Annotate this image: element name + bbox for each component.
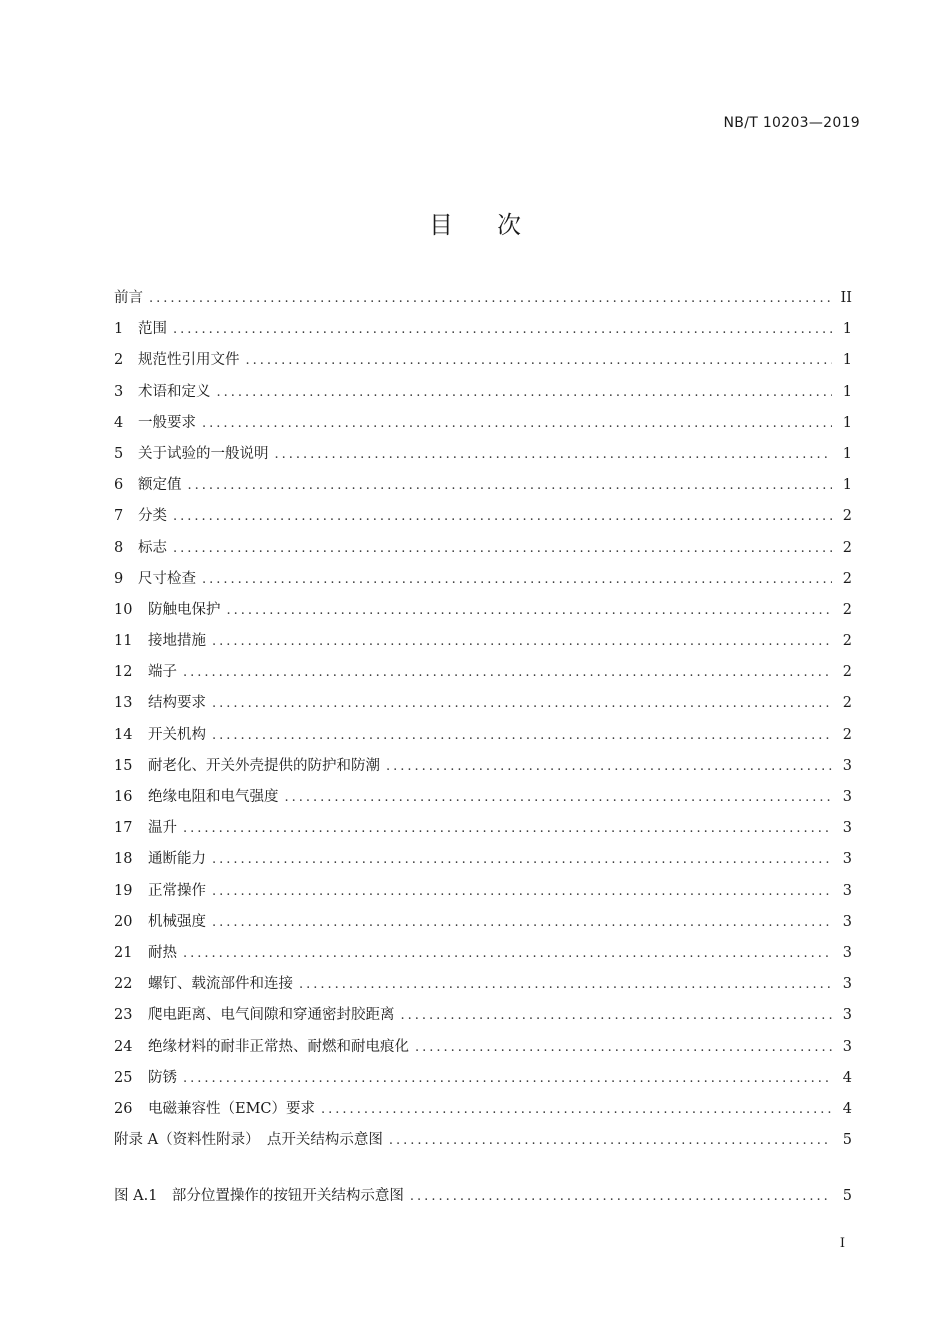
toc-entry-label: 结构要求 [148, 695, 206, 712]
toc-entry[interactable] [114, 345, 852, 376]
toc-entry-page: II [840, 290, 852, 306]
dot-leader [202, 564, 832, 595]
toc-entry-page: 2 [842, 508, 852, 525]
toc-entry[interactable] [114, 314, 852, 345]
toc-entry-label: 绝缘电阻和电气强度 [148, 789, 279, 805]
toc-entry[interactable] [114, 1032, 852, 1063]
dot-leader [183, 1063, 832, 1094]
toc-entry[interactable] [114, 969, 852, 1000]
toc-entry-page: 5 [842, 1188, 852, 1205]
dot-leader [217, 377, 833, 408]
toc-entry-page: 3 [842, 851, 852, 868]
dot-leader [321, 1094, 832, 1125]
toc-entry[interactable] [114, 626, 852, 657]
toc-entry-label: 耐老化、开关外壳提供的防护和防潮 [148, 757, 380, 774]
toc-entry-page: 1 [842, 352, 852, 369]
toc-entry[interactable] [114, 564, 852, 595]
document-code: NB/T 10203—2019 [723, 115, 860, 131]
toc-entry-label: 术语和定义 [138, 383, 211, 400]
toc-entry-page: 3 [842, 944, 852, 961]
dot-leader [183, 813, 832, 844]
toc-entry-number: 13 [114, 695, 133, 712]
section-gap [114, 1156, 852, 1181]
dot-leader [415, 1032, 832, 1063]
toc-entry-number: 14 [114, 726, 133, 743]
toc-entry-number: 6 [114, 477, 124, 494]
dot-leader [212, 688, 832, 719]
dot-leader [183, 657, 832, 688]
toc-entry-number: 19 [114, 882, 133, 899]
toc-entry-page: 1 [842, 321, 852, 338]
toc-entry-number: 10 [114, 601, 133, 618]
toc-entry-number: 1 [114, 321, 124, 338]
toc-entry-page: 2 [842, 726, 852, 743]
dot-leader [188, 470, 833, 501]
toc-entry[interactable] [114, 720, 852, 751]
toc-entry[interactable] [114, 876, 852, 907]
toc-entry-label: 接地措施 [148, 633, 206, 650]
toc-entry-number: 20 [114, 913, 133, 930]
toc-entry-number: 3 [114, 383, 124, 400]
toc-entry-label: 一般要求 [138, 414, 196, 431]
toc-entry-number: 21 [114, 944, 133, 961]
toc-entry-label: 规范性引用文件 [138, 352, 240, 369]
page-number: I [839, 1236, 845, 1251]
toc-entry-page: 3 [842, 1038, 852, 1055]
toc-entry-label: 爬电距离、电气间隙和穿通密封胶距离 [148, 1007, 395, 1024]
toc-entry[interactable] [114, 439, 852, 470]
toc-entry-label: 前言 [114, 290, 143, 306]
toc-entry-label: 机械强度 [148, 913, 206, 930]
toc-entry-number: 11 [114, 633, 133, 650]
toc-entry-label: 开关机构 [148, 726, 206, 743]
dot-leader [183, 938, 832, 969]
toc-entry-label: 通断能力 [148, 851, 206, 868]
toc-entry[interactable] [114, 813, 852, 844]
toc-entry[interactable] [114, 283, 852, 314]
toc-entry-label: 螺钉、载流部件和连接 [148, 976, 293, 993]
toc-entry-label: 分类 [138, 508, 167, 525]
toc-entry[interactable] [114, 657, 852, 688]
toc-entry-page: 2 [842, 633, 852, 650]
dot-leader [173, 501, 832, 532]
toc-entry-label: 端子 [148, 664, 177, 681]
toc-entry-label: 标志 [138, 539, 167, 556]
toc-entry[interactable] [114, 1125, 852, 1156]
toc-entry[interactable] [114, 688, 852, 719]
toc-entry-page: 2 [842, 695, 852, 712]
toc-entry-label: 温升 [148, 820, 177, 837]
toc-entry[interactable] [114, 1000, 852, 1031]
toc-entry[interactable] [114, 595, 852, 626]
toc-entry-number: 12 [114, 664, 133, 681]
toc-entry-number: 7 [114, 508, 124, 525]
page-title: 目次 [429, 211, 565, 239]
toc-entry-page: 3 [842, 913, 852, 930]
dot-leader [212, 844, 832, 875]
toc-entry-page: 1 [842, 445, 852, 462]
dot-leader [212, 907, 832, 938]
toc-entry-label: 绝缘材料的耐非正常热、耐燃和耐电痕化 [148, 1038, 409, 1055]
toc-entry-page: 1 [842, 414, 852, 431]
toc-entry-label: 附录 A（资料性附录） 点开关结构示意图 [114, 1132, 383, 1149]
toc-entry-label: 关于试验的一般说明 [138, 445, 269, 462]
toc-entry-label: 正常操作 [148, 882, 206, 899]
toc-entry-label: 耐热 [148, 944, 177, 961]
toc-entry-number: 25 [114, 1069, 133, 1086]
toc-entry[interactable] [114, 907, 852, 938]
toc-entry-page: 3 [842, 1007, 852, 1024]
toc-entry-page: 2 [842, 570, 852, 587]
dot-leader [227, 595, 833, 626]
toc-entry[interactable] [114, 844, 852, 875]
toc-entry-number: 17 [114, 820, 133, 837]
toc-entry-page: 3 [842, 757, 852, 774]
toc-entry-label: 图 A.1 部分位置操作的按钮开关结构示意图 [114, 1188, 404, 1205]
toc-entry-page: 2 [842, 664, 852, 681]
dot-leader [389, 1125, 832, 1156]
toc-entry-page: 4 [842, 1100, 852, 1117]
toc-entry-number: 18 [114, 851, 133, 868]
toc-entry-number: 22 [114, 976, 133, 993]
toc-entry-page: 3 [842, 882, 852, 899]
toc-entry-page: 3 [842, 789, 852, 805]
toc-entry-number: 9 [114, 570, 124, 587]
dot-leader [212, 876, 832, 907]
toc-entry-page: 2 [842, 601, 852, 618]
toc-entry-page: 1 [842, 477, 852, 494]
dot-leader [285, 782, 833, 813]
dot-leader [275, 439, 833, 470]
toc-entry[interactable] [114, 408, 852, 439]
toc-entry-label: 防触电保护 [148, 601, 221, 618]
toc-entry[interactable] [114, 938, 852, 969]
dot-leader [173, 533, 832, 564]
dot-leader [401, 1000, 833, 1031]
dot-leader [173, 314, 832, 345]
toc-entry-page: 2 [842, 539, 852, 556]
toc-entry-page: 4 [842, 1069, 852, 1086]
table-of-contents [114, 283, 852, 1212]
dot-leader [149, 283, 832, 314]
toc-entry[interactable] [114, 470, 852, 501]
toc-entry-label: 额定值 [138, 477, 182, 494]
dot-leader [386, 751, 832, 782]
toc-entry-label: 防锈 [148, 1069, 177, 1086]
dot-leader [212, 720, 832, 751]
toc-entry[interactable] [114, 1063, 852, 1094]
toc-entry-number: 26 [114, 1100, 133, 1117]
dot-leader [202, 408, 832, 439]
toc-entry-label: 尺寸检查 [138, 570, 196, 587]
toc-entry-number: 8 [114, 539, 124, 556]
toc-entry-number: 23 [114, 1007, 133, 1024]
toc-entry-label: 范围 [138, 321, 167, 338]
toc-entry-label: 电磁兼容性（EMC）要求 [148, 1100, 316, 1117]
toc-entry-number: 15 [114, 757, 133, 774]
toc-entry-page: 3 [842, 976, 852, 993]
dot-leader [410, 1181, 832, 1212]
toc-entry-number: 4 [114, 414, 124, 431]
toc-entry-page: 3 [842, 820, 852, 837]
toc-entry[interactable] [114, 501, 852, 532]
dot-leader [212, 626, 832, 657]
toc-entry[interactable] [114, 377, 852, 408]
dot-leader [246, 345, 833, 376]
toc-entry-number: 24 [114, 1038, 133, 1055]
figure-entry[interactable] [114, 1181, 852, 1212]
toc-entry-page: 5 [842, 1132, 852, 1149]
toc-entry-number: 16 [114, 789, 133, 805]
dot-leader [299, 969, 832, 1000]
toc-entry-number: 5 [114, 445, 124, 462]
toc-entry[interactable] [114, 1094, 852, 1125]
toc-entry[interactable] [114, 533, 852, 564]
toc-entry-page: 1 [842, 383, 852, 400]
toc-entry-number: 2 [114, 352, 124, 369]
toc-entry[interactable] [114, 782, 852, 813]
toc-entry[interactable] [114, 751, 852, 782]
